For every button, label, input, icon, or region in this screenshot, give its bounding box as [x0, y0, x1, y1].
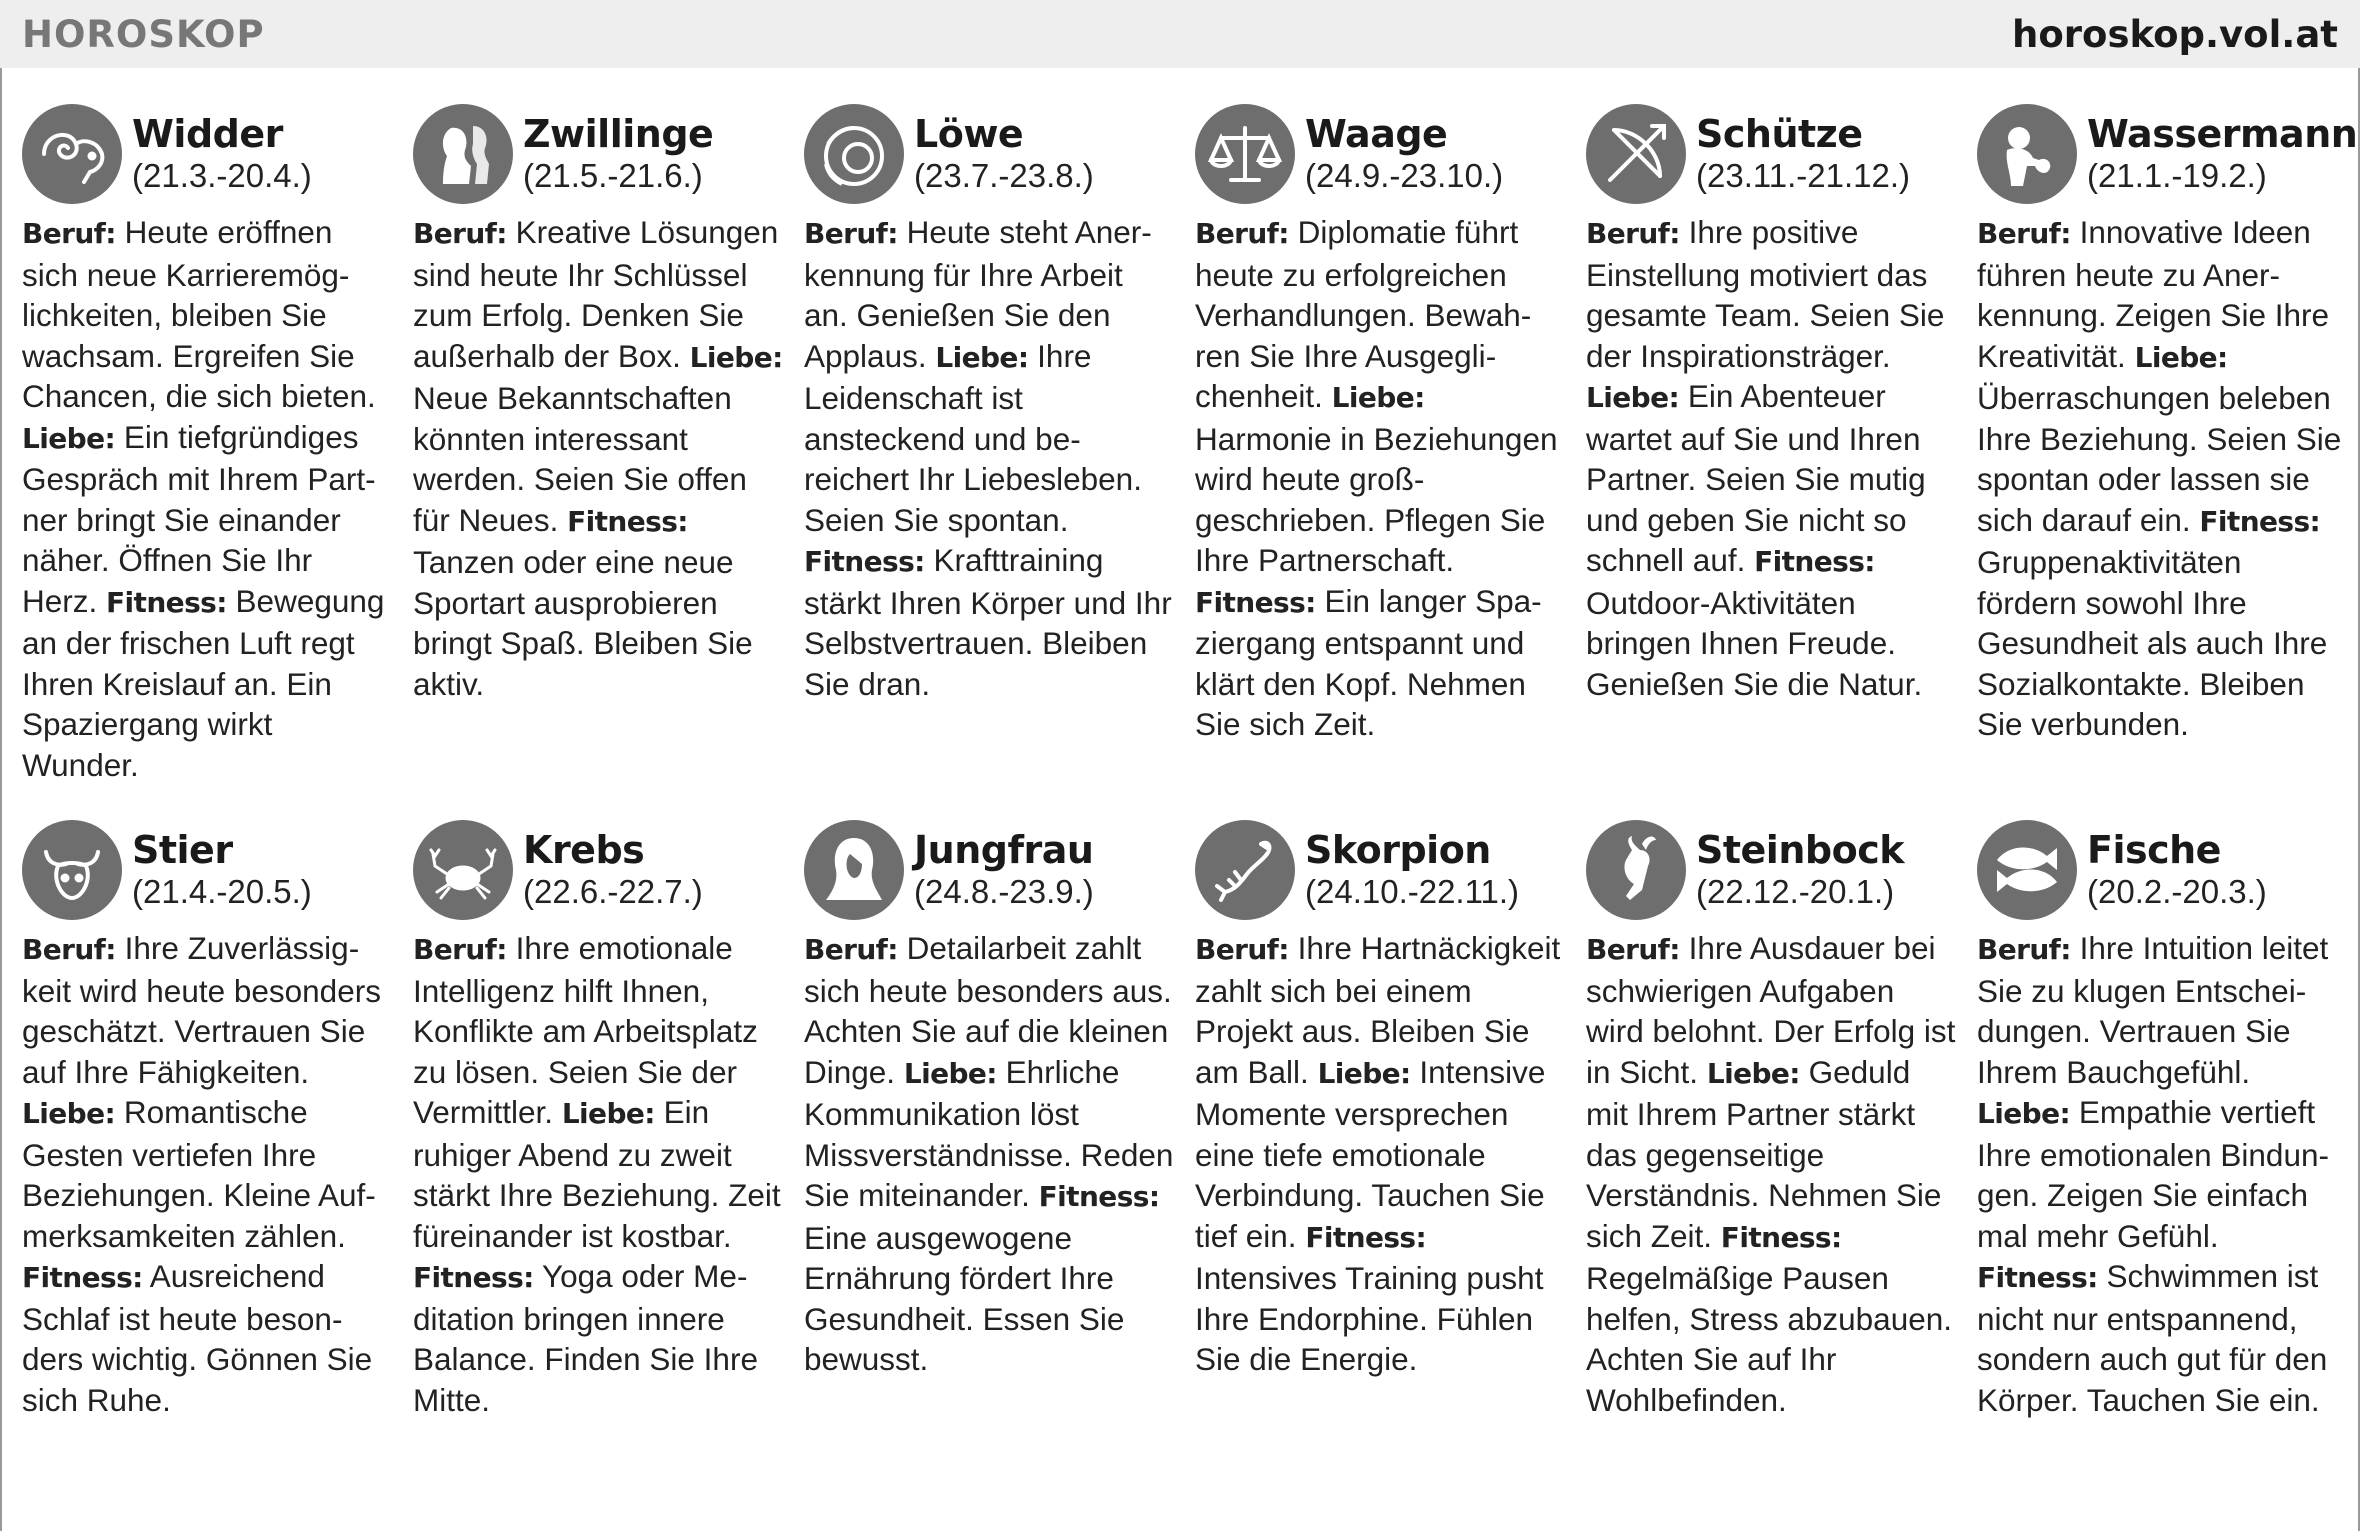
sign-stier: [22, 820, 413, 1520]
sign-dates: (24.8.-23.9.): [914, 873, 1094, 910]
sign-skorpion: [1195, 820, 1586, 1520]
scorpion-icon: [1195, 820, 1295, 920]
fitness-label: Fitness:: [1720, 1220, 1842, 1254]
liebe-label: Liebe:: [1706, 1056, 1800, 1090]
liebe-text: Überraschungen beleben Ihre Beziehung. Seien Sie spontan oder lassen sie sich darauf ein.: [1977, 380, 2342, 538]
sign-titles: [1305, 820, 1519, 912]
sign-header: [413, 104, 804, 208]
goat-icon: [1586, 820, 1686, 920]
fitness-text: Yoga oder Meditation bringen innere Balance. Finden Sie Ihre Mitte.: [413, 1258, 758, 1418]
liebe-text: Ein Abenteuer wartet auf Sie und Ihren Partner. Seien Sie mutig und geben Sie nicht so schnell auf.: [1586, 378, 1926, 578]
liebe-label: Liebe:: [935, 340, 1029, 374]
beruf-label: Beruf:: [413, 933, 507, 966]
beruf-label: Beruf:: [22, 933, 116, 966]
fitness-label: Fitness:: [804, 545, 925, 578]
sign-header: [1586, 820, 1977, 924]
sign-name: Löwe: [914, 112, 1024, 156]
liebe-label: Liebe:: [689, 340, 783, 374]
sign-dates: (24.9.-23.10.): [1305, 157, 1504, 194]
sign-dates: (21.5.-21.6.): [523, 157, 703, 194]
sign-text: [1977, 928, 2347, 1420]
fitness-text: Ein langer Spaziergang entspannt und klärt den Kopf. Nehmen Sie sich Zeit.: [1195, 582, 1542, 742]
sign-krebs: [413, 820, 804, 1520]
liebe-label: Liebe:: [1586, 381, 1680, 414]
sign-titles: [914, 820, 1094, 912]
sign-fische: [1977, 820, 2360, 1520]
liebe-label: Liebe:: [1977, 1097, 2071, 1130]
fitness-label: Fitness:: [2199, 504, 2321, 538]
sign-titles: [523, 820, 703, 912]
sign-wassermann: [1977, 104, 2360, 820]
sign-jungfrau: [804, 820, 1195, 1520]
sign-name: Stier: [132, 828, 233, 872]
sign-titles: [2087, 104, 2357, 196]
sign-waage: [1195, 104, 1586, 820]
sign-text: [1195, 928, 1565, 1380]
liebe-text: Geduld mit Ihrem Partner stärkt das gegenseitige Verständnis. Nehmen Sie sich Zeit.: [1586, 1053, 1942, 1254]
sign-name: Jungfrau: [914, 828, 1094, 872]
beruf-text: Heute eröffnen sich neue Karrieremöglichkeiten, bleiben Sie wachsam. Ergreifen Sie Chancen, die sich bieten.: [22, 214, 376, 414]
sign-titles: [1305, 104, 1503, 196]
sign-text: [413, 212, 783, 704]
beruf-label: Beruf:: [1586, 933, 1680, 966]
liebe-label: Liebe:: [561, 1097, 655, 1130]
fitness-label: Fitness:: [1754, 545, 1875, 578]
crab-icon: [413, 820, 513, 920]
page-title: HOROSKOP: [22, 12, 265, 56]
liebe-text: Harmonie in Beziehungen wird heute großgeschrieben. Pflegen Sie Ihre Partnerschaft.: [1195, 420, 1558, 578]
liebe-label: Liebe:: [1331, 381, 1425, 414]
sign-dates: (22.12.-20.1.): [1696, 873, 1895, 910]
sign-titles: [2087, 820, 2267, 912]
scales-icon: [1195, 104, 1295, 204]
liebe-label: Liebe:: [2134, 340, 2228, 374]
fitness-text: Outdoor-Aktivitäten bringen Ihnen Freude. Genießen Sie die Natur.: [1586, 584, 1923, 702]
fitness-text: Regelmäßige Pausen helfen, Stress abzubauen. Achten Sie auf Ihr Wohlbefinden.: [1586, 1260, 1953, 1418]
beruf-text: Ihre positive Einstellung motiviert das gesamte Team. Seien Sie der Inspirationsträger.: [1586, 214, 1945, 374]
sign-dates: (21.3.-20.4.): [132, 157, 312, 194]
beruf-text: Ihre emotionale Intelligenz hilft Ihnen, Konflikte am Arbeitsplatz zu lösen. Seien Sie der Vermittler.: [413, 930, 758, 1130]
sign-text: [804, 928, 1174, 1380]
sign-löwe: [804, 104, 1195, 820]
fitness-text: Ausreichend Schlaf ist heute besonders wichtig. Gönnen Sie sich Ruhe.: [22, 1258, 373, 1418]
sign-dates: (24.10.-22.11.): [1305, 873, 1520, 910]
left-border: [0, 68, 2, 1531]
fitness-label: Fitness:: [106, 585, 227, 619]
liebe-text: Empathie vertieft Ihre emotionalen Bindungen. Zeigen Sie einfach mal mehr Gefühl.: [1977, 1094, 2329, 1254]
sign-header: [804, 820, 1195, 924]
sign-name: Fische: [2087, 828, 2221, 872]
liebe-label: Liebe:: [903, 1056, 997, 1090]
liebe-text: Neue Bekanntschaften könnten interessant werden. Seien Sie offen für Neues.: [413, 380, 747, 538]
liebe-text: Romantische Gesten vertiefen Ihre Beziehungen. Kleine Aufmerksamkeiten zählen.: [22, 1094, 376, 1254]
fitness-text: Gruppenaktivitäten fördern sowohl Ihre Gesundheit als auch Ihre Sozialkontakte. Bleiben Sie verbunden.: [1977, 544, 2328, 742]
page-header: [0, 0, 2360, 68]
bull-icon: [22, 820, 122, 920]
sign-dates: (21.1.-19.2.): [2087, 157, 2267, 194]
fitness-text: Eine ausgewogene Ernährung fördert Ihre Gesundheit. Essen Sie bewusst.: [804, 1219, 1125, 1377]
sign-name: Steinbock: [1696, 828, 1904, 872]
liebe-label: Liebe:: [1317, 1056, 1411, 1090]
sign-text: [413, 928, 783, 1420]
sign-text: [22, 928, 392, 1420]
beruf-text: Heute steht Anerkennung für Ihre Arbeit an. Genießen Sie den Applaus.: [804, 214, 1152, 374]
sign-header: [1977, 820, 2360, 924]
sign-header: [22, 820, 413, 924]
liebe-text: Intensive Momente versprechen eine tiefe emotionale Verbindung. Tauchen Sie tief ein.: [1195, 1053, 1546, 1254]
ram-icon: [22, 104, 122, 204]
beruf-text: Kreative Lösungen sind heute Ihr Schlüssel zum Erfolg. Denken Sie außerhalb der Box.: [413, 214, 779, 374]
sign-header: [1195, 820, 1586, 924]
site-url[interactable]: horoskop.vol.at: [2012, 12, 2338, 56]
fitness-label: Fitness:: [1038, 1180, 1160, 1213]
sign-text: [1586, 928, 1956, 1420]
sign-titles: [1696, 104, 1910, 196]
sign-name: Wassermann: [2087, 112, 2358, 156]
sign-header: [413, 820, 804, 924]
sign-text: [1195, 212, 1565, 745]
beruf-text: Ihre Ausdauer bei schwierigen Aufgaben wird belohnt. Der Erfolg ist in Sicht.: [1586, 930, 1956, 1090]
beruf-label: Beruf:: [1195, 217, 1289, 250]
fitness-text: Tanzen oder eine neue Sportart ausprobieren bringt Spaß. Bleiben Sie aktiv.: [413, 544, 753, 702]
sign-name: Skorpion: [1305, 828, 1491, 872]
beruf-label: Beruf:: [1195, 933, 1289, 966]
beruf-label: Beruf:: [804, 933, 898, 966]
sign-text: [22, 212, 392, 785]
fitness-label: Fitness:: [413, 1261, 534, 1294]
horoscope-grid: [22, 104, 2358, 1520]
beruf-text: Ihre Hartnäckigkeit zahlt sich bei einem Projekt aus. Bleiben Sie am Ball.: [1195, 930, 1561, 1090]
sign-name: Krebs: [523, 828, 645, 872]
twins-icon: [413, 104, 513, 204]
sign-titles: [914, 104, 1094, 196]
lion-icon: [804, 104, 904, 204]
sign-dates: (23.11.-21.12.): [1696, 157, 1911, 194]
sign-steinbock: [1586, 820, 1977, 1520]
beruf-label: Beruf:: [1977, 933, 2071, 966]
beruf-label: Beruf:: [804, 217, 898, 250]
fitness-text: Intensives Training pusht Ihre Endorphine. Fühlen Sie die Energie.: [1195, 1260, 1544, 1377]
fitness-label: Fitness:: [22, 1261, 143, 1294]
liebe-text: Ein tiefgründiges Gespräch mit Ihrem Partner bringt Sie einander näher. Öffnen Sie Ihr Herz.: [22, 418, 376, 619]
sign-header: [804, 104, 1195, 208]
beruf-text: Diplomatie führt heute zu erfolgreichen Verhandlungen. Bewahren Sie Ihre Ausgeglichenheit.: [1195, 214, 1532, 414]
sign-widder: [22, 104, 413, 820]
sign-text: [1586, 212, 1956, 704]
beruf-text: Ihre Intuition leitet Sie zu klugen Entscheidungen. Vertrauen Sie Ihrem Bauchgefühl.: [1977, 930, 2329, 1090]
liebe-text: Ein ruhiger Abend zu zweit stärkt Ihre Beziehung. Zeit füreinander ist kostbar.: [413, 1094, 781, 1254]
liebe-text: Ehrliche Kommunikation löst Missverständnisse. Reden Sie miteinander.: [804, 1053, 1174, 1213]
sign-header: [1586, 104, 1977, 208]
beruf-label: Beruf:: [1977, 217, 2071, 250]
beruf-text: Detailarbeit zahlt sich heute besonders aus. Achten Sie auf die kleinen Dinge.: [804, 930, 1172, 1090]
sign-header: [1195, 104, 1586, 208]
sign-titles: [1696, 820, 1904, 912]
beruf-text: Innovative Ideen führen heute zu Anerkennung. Zeigen Sie Ihre Kreativität.: [1977, 214, 2329, 374]
sign-dates: (22.6.-22.7.): [523, 873, 703, 910]
sign-dates: (23.7.-23.8.): [914, 157, 1094, 194]
sign-schütze: [1586, 104, 1977, 820]
fitness-label: Fitness:: [1977, 1261, 2098, 1294]
sign-titles: [132, 104, 312, 196]
fitness-text: Krafttraining stärkt Ihren Körper und Ihr Selbstvertrauen. Bleiben Sie dran.: [804, 542, 1172, 702]
archer-icon: [1586, 104, 1686, 204]
fitness-label: Fitness:: [567, 504, 688, 538]
liebe-text: Ihre Leidenschaft ist ansteckend und bereichert Ihr Liebesleben. Seien Sie spontan.: [804, 337, 1142, 538]
fitness-label: Fitness:: [1305, 1220, 1427, 1254]
water-bearer-icon: [1977, 104, 2077, 204]
beruf-text: Ihre Zuverlässigkeit wird heute besonders geschätzt. Vertrauen Sie auf Ihre Fähigkeiten.: [22, 930, 381, 1090]
fish-icon: [1977, 820, 2077, 920]
beruf-label: Beruf:: [413, 217, 507, 250]
sign-name: Zwillinge: [523, 112, 714, 156]
sign-name: Widder: [132, 112, 283, 156]
fitness-label: Fitness:: [1195, 585, 1316, 619]
sign-dates: (21.4.-20.5.): [132, 873, 312, 910]
sign-text: [1977, 212, 2347, 745]
sign-titles: [132, 820, 312, 912]
beruf-label: Beruf:: [1586, 217, 1680, 250]
liebe-label: Liebe:: [22, 1097, 116, 1130]
sign-zwillinge: [413, 104, 804, 820]
sign-header: [22, 104, 413, 208]
sign-name: Waage: [1305, 112, 1448, 156]
sign-titles: [523, 104, 713, 196]
virgin-icon: [804, 820, 904, 920]
beruf-label: Beruf:: [22, 217, 116, 250]
sign-text: [804, 212, 1174, 704]
sign-name: Schütze: [1696, 112, 1863, 156]
fitness-text: Schwimmen ist nicht nur entspannend, sondern auch gut für den Körper. Tauchen Sie ein.: [1977, 1258, 2328, 1418]
sign-header: [1977, 104, 2360, 208]
sign-dates: (20.2.-20.3.): [2087, 873, 2267, 910]
fitness-text: Bewegung an der frischen Luft regt Ihren Kreislauf an. Ein Spaziergang wirkt Wunder.: [22, 582, 385, 783]
liebe-label: Liebe:: [22, 421, 116, 455]
